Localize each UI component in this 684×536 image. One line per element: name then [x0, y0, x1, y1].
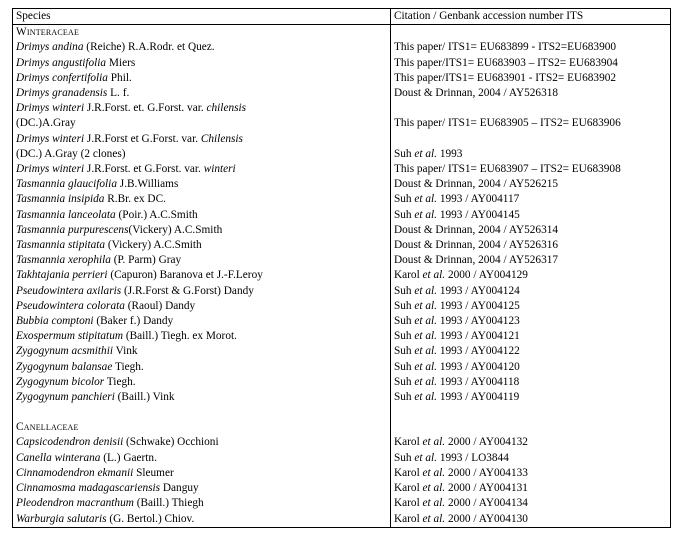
citation-cell [391, 25, 671, 41]
table-row [13, 56, 671, 71]
genus-name: Drimys [16, 71, 53, 84]
table-row [13, 481, 671, 496]
species-epithet: glaucifolia [68, 178, 117, 191]
citation-cell [391, 192, 671, 207]
species-cell [13, 253, 391, 268]
citation-cell [391, 390, 671, 405]
species-epithet: salutaris [66, 512, 107, 525]
citation-text: Doust & Drinnan, 2004 / AY526314 [394, 223, 559, 236]
genus-name: Zygogynum [16, 391, 72, 404]
authority-text: (Baker f.) Dandy [93, 315, 174, 328]
table-row [13, 375, 671, 390]
citation-cell [391, 466, 671, 481]
et-al-text: et al. [422, 466, 446, 479]
citation-text: Suh [394, 299, 415, 312]
citation-text: 1993 / LO3844 [437, 451, 509, 464]
citation-cell [391, 116, 671, 131]
species-epithet: bicolor [71, 375, 105, 388]
genus-name: Tasmannia [16, 223, 69, 236]
citation-cell [391, 435, 671, 450]
species-cell [13, 375, 391, 390]
species-cell [13, 208, 391, 223]
species-epithet: winteri [52, 163, 85, 176]
species-cell [13, 238, 391, 253]
citation-text: Karol [394, 482, 423, 495]
species-cell [13, 314, 391, 329]
citation-text: 1993 / AY004124 [437, 284, 520, 297]
citation-text: Suh [394, 391, 415, 404]
table-row [13, 71, 671, 86]
genus-name: Tasmannia [16, 208, 69, 221]
citation-text: Karol [394, 512, 423, 525]
genus-name: Tasmannia [16, 178, 69, 191]
citation-text: 1993 / AY004119 [437, 391, 520, 404]
species-epithet: panchieri [71, 391, 115, 404]
authority-text: Phil. [107, 71, 132, 84]
citation-cell [391, 56, 671, 71]
species-epithet: insipida [68, 193, 105, 206]
citation-cell [391, 329, 671, 344]
authority-text: (Vickery) A.C.Smith [128, 223, 223, 236]
citation-cell [391, 253, 671, 268]
species-epithet: perrieri [72, 269, 108, 282]
species-cell [13, 405, 391, 420]
citation-cell [391, 177, 671, 192]
citation-cell [391, 162, 671, 177]
et-al-text: et al. [414, 330, 437, 343]
species-cell [13, 25, 391, 41]
genus-name: Tasmannia [16, 193, 69, 206]
authority-text: Miers [106, 56, 136, 69]
species-cell [13, 451, 391, 466]
et-al-text: et al. [422, 482, 446, 495]
et-al-text: et al. [414, 299, 437, 312]
species-cell [13, 329, 391, 344]
authority-text: Tiegh. [112, 360, 144, 373]
citation-text: Doust & Drinnan, 2004 / AY526318 [394, 87, 559, 100]
citation-text: 2000 / AY004134 [445, 497, 528, 510]
family-name: Canellaceae [16, 421, 79, 434]
table-row [13, 192, 671, 207]
citation-cell [391, 451, 671, 466]
citation-text: Doust & Drinnan, 2004 / AY526215 [394, 178, 559, 191]
authority-text: Sleumer [133, 466, 174, 479]
species-cell [13, 56, 391, 71]
species-epithet: purpurescens [68, 223, 129, 236]
citation-text: Suh [394, 345, 415, 358]
et-al-text: et al. [414, 147, 437, 160]
citation-cell [391, 40, 671, 55]
genus-name: Capsicodendron [16, 436, 94, 449]
authority-text: (Reiche) R.A.Rodr. et Quez. [83, 41, 215, 54]
genus-name: Drimys [16, 132, 53, 145]
et-al-text: et al. [414, 193, 437, 206]
citation-text: This paper/ ITS1= EU683899 - ITS2=EU683900 [394, 41, 617, 54]
genus-name: Exospermum [16, 330, 78, 343]
table-row [13, 177, 671, 192]
authority-text: (Baill.) Tiegh. ex Morot. [123, 330, 237, 343]
genus-name: Pleodendron [16, 497, 77, 510]
authority-text: R.Br. ex DC. [104, 193, 166, 206]
citation-cell [391, 420, 671, 435]
table-row [13, 496, 671, 511]
species-cell [13, 162, 391, 177]
authority-text: Danguy [160, 482, 199, 495]
citation-cell [391, 314, 671, 329]
genus-name: Cinnamosma [16, 482, 79, 495]
citation-cell [391, 512, 671, 528]
et-al-text: et al. [414, 345, 437, 358]
table-row [13, 162, 671, 177]
citation-text: 1993 / AY004120 [437, 360, 520, 373]
citation-column-header: Citation / Genbank accession number ITS [391, 9, 671, 25]
citation-text: 1993 [437, 147, 463, 160]
authority-text: J.B.Williams [116, 178, 179, 191]
authority-text: (L.) Gaertn. [100, 451, 157, 464]
citation-text: Karol [394, 466, 423, 479]
table-header-row [13, 9, 671, 25]
authority-text: (Baill.) Thiegh [133, 497, 204, 510]
table-row [13, 360, 671, 375]
citation-cell [391, 496, 671, 511]
citation-text: Suh [394, 208, 415, 221]
table-row [13, 86, 671, 101]
citation-text: Suh [394, 375, 415, 388]
species-cell [13, 101, 391, 116]
genus-name: Pseudowintera [16, 299, 87, 312]
species-cell [13, 147, 391, 162]
authority-text: J.R.Forst. et. G.Forst. var. [84, 102, 207, 115]
citation-cell [391, 238, 671, 253]
citation-text: This paper/ ITS1= EU683907 – ITS2= EU683908 [394, 163, 621, 176]
family-row [13, 25, 671, 41]
genus-name: Takhtajania [16, 269, 73, 282]
table-row [13, 40, 671, 55]
species-cell [13, 40, 391, 55]
species-cell [13, 496, 391, 511]
family-row [13, 420, 671, 435]
species-cell [13, 284, 391, 299]
table-row [13, 253, 671, 268]
species-cell [13, 86, 391, 101]
table-row [13, 435, 671, 450]
citation-text: 1993 / AY004122 [437, 345, 520, 358]
et-al-text: et al. [414, 451, 437, 464]
species-cell [13, 360, 391, 375]
genus-name: Warburgia [16, 512, 67, 525]
citation-text: Suh [394, 315, 415, 328]
citation-cell [391, 481, 671, 496]
authority-text: (P. Parm) Gray [110, 254, 182, 267]
et-al-text: et al. [422, 497, 446, 510]
citation-text: 2000 / AY004130 [445, 512, 528, 525]
genus-name: Bubbia [16, 315, 52, 328]
table-row [13, 299, 671, 314]
citation-text: 1993 / AY004145 [437, 208, 520, 221]
genus-name: Zygogynum [16, 375, 72, 388]
genus-name: Cinnamodendron [16, 466, 98, 479]
species-cell [13, 116, 391, 131]
table-row [13, 268, 671, 283]
species-cell [13, 223, 391, 238]
citation-text: Karol [394, 497, 423, 510]
citation-text: 2000 / AY004133 [445, 466, 528, 479]
authority-text: Tiegh. [104, 375, 136, 388]
genus-name: Drimys [16, 41, 53, 54]
genus-name: Zygogynum [16, 360, 72, 373]
species-epithet: denisii [93, 436, 124, 449]
species-epithet: lanceolata [68, 208, 116, 221]
citation-cell [391, 360, 671, 375]
table-row [13, 344, 671, 359]
species-epithet: ekmanii [97, 466, 134, 479]
authority-text: J.R.Forst. et G.Forst. var. [84, 163, 204, 176]
species-cell [13, 268, 391, 283]
et-al-text: et al. [414, 284, 437, 297]
authority-text: J.R.Forst et G.Forst. var. [84, 132, 201, 145]
citation-cell [391, 147, 671, 162]
genus-name: Zygogynum [16, 345, 72, 358]
variety-name: chilensis [206, 102, 247, 115]
citation-cell [391, 375, 671, 390]
citation-text: Suh [394, 451, 415, 464]
table-row [13, 512, 671, 528]
species-epithet: winteri [52, 102, 85, 115]
species-cell [13, 390, 391, 405]
genus-name: Drimys [16, 163, 53, 176]
blank-row [13, 405, 671, 420]
species-epithet: winteri [52, 132, 85, 145]
species-cell [13, 420, 391, 435]
table-row [13, 132, 671, 147]
citation-text: 1993 / AY004117 [437, 193, 520, 206]
table-row [13, 466, 671, 481]
citation-cell [391, 284, 671, 299]
table-row [13, 208, 671, 223]
table-row [13, 314, 671, 329]
citation-cell [391, 405, 671, 420]
species-epithet: acsmithii [71, 345, 113, 358]
authority-text: (Vickery) A.C.Smith [105, 239, 202, 252]
citation-cell [391, 101, 671, 116]
species-column-header: Species [13, 9, 391, 25]
citation-text: Suh [394, 330, 415, 343]
authority-continuation: (DC.) A.Gray (2 clones) [16, 147, 126, 160]
authority-text: (Poir.) A.C.Smith [115, 208, 198, 221]
species-cell [13, 512, 391, 528]
genus-name: Drimys [16, 102, 53, 115]
table-row [13, 147, 671, 162]
citation-text: Karol [394, 436, 423, 449]
species-cell [13, 132, 391, 147]
citation-text: 2000 / AY004131 [445, 482, 528, 495]
species-epithet: winterana [54, 451, 101, 464]
authority-text: (Baill.) Vink [114, 391, 175, 404]
citation-text: Suh [394, 284, 415, 297]
citation-text: Suh [394, 193, 415, 206]
citation-text: 1993 / AY004121 [437, 330, 520, 343]
citation-text: This paper/ ITS1= EU683905 – ITS2= EU683906 [394, 117, 621, 130]
citation-text: Karol [394, 269, 423, 282]
table-row [13, 451, 671, 466]
authority-text: (G. Bertol.) Chiov. [106, 512, 195, 525]
genus-name: Tasmannia [16, 254, 69, 267]
citation-text: Suh [394, 360, 415, 373]
authority-text: (J.R.Forst & G.Forst) Dandy [121, 284, 254, 297]
citation-text: 1993 / AY004125 [437, 299, 520, 312]
authority-text: Vink [112, 345, 138, 358]
citation-cell [391, 299, 671, 314]
citation-text: 2000 / AY004132 [445, 436, 528, 449]
species-cell [13, 177, 391, 192]
table-row [13, 329, 671, 344]
et-al-text: et al. [414, 315, 437, 328]
species-epithet: balansae [71, 360, 113, 373]
et-al-text: et al. [422, 512, 446, 525]
species-epithet: granadensis [52, 87, 108, 100]
species-cell [13, 344, 391, 359]
table-body [13, 25, 671, 528]
citation-cell [391, 86, 671, 101]
genus-name: Tasmannia [16, 239, 69, 252]
species-epithet: angustifolia [52, 56, 107, 69]
citation-text: This paper/ITS1= EU683901 - ITS2= EU683902 [394, 71, 617, 84]
citation-cell [391, 268, 671, 283]
species-cell [13, 435, 391, 450]
authority-text: (Capuron) Baranova et J.-F.Leroy [107, 269, 263, 282]
species-cell [13, 299, 391, 314]
et-al-text: et al. [414, 391, 437, 404]
species-epithet: xerophila [68, 254, 111, 267]
authority-text: (Schwake) Occhioni [123, 436, 219, 449]
citation-cell [391, 208, 671, 223]
authority-text: (Raoul) Dandy [124, 299, 196, 312]
et-al-text: et al. [414, 360, 437, 373]
genus-name: Pseudowintera [16, 284, 87, 297]
authority-text: L. f. [107, 87, 130, 100]
table-row [13, 101, 671, 116]
table-row [13, 390, 671, 405]
et-al-text: et al. [422, 269, 446, 282]
species-citation-table [12, 8, 671, 528]
et-al-text: et al. [414, 375, 437, 388]
citation-text: 2000 / AY004129 [445, 269, 528, 282]
genus-name: Drimys [16, 56, 53, 69]
citation-cell [391, 344, 671, 359]
species-epithet: stipitata [68, 239, 106, 252]
species-cell [13, 466, 391, 481]
species-epithet: colorata [86, 299, 125, 312]
citation-text: Doust & Drinnan, 2004 / AY526316 [394, 239, 559, 252]
variety-name: winteri [203, 163, 236, 176]
species-epithet: stipitatum [77, 330, 124, 343]
genus-name: Canella [16, 451, 55, 464]
citation-text: This paper/ITS1= EU683903 – ITS2= EU683904 [394, 56, 618, 69]
citation-text: Doust & Drinnan, 2004 / AY526317 [394, 254, 559, 267]
table-row [13, 238, 671, 253]
species-cell [13, 71, 391, 86]
table-row [13, 116, 671, 131]
authority-continuation: (DC.)A.Gray [16, 117, 76, 130]
species-epithet: confertifolia [52, 71, 108, 84]
table-row [13, 284, 671, 299]
species-cell [13, 481, 391, 496]
et-al-text: et al. [422, 436, 446, 449]
species-epithet: andina [52, 41, 84, 54]
et-al-text: et al. [414, 208, 437, 221]
table-row [13, 223, 671, 238]
family-name: Winteraceae [16, 26, 80, 39]
citation-text: 1993 / AY004123 [437, 315, 520, 328]
citation-text: 1993 / AY004118 [437, 375, 520, 388]
variety-name: Chilensis [200, 132, 243, 145]
genus-name: Drimys [16, 87, 53, 100]
species-epithet: macranthum [76, 497, 134, 510]
citation-cell [391, 223, 671, 238]
species-epithet: comptoni [51, 315, 94, 328]
species-cell [13, 192, 391, 207]
species-epithet: axilaris [86, 284, 122, 297]
species-epithet: madagascariensis [78, 482, 161, 495]
citation-cell [391, 71, 671, 86]
citation-text: Suh [394, 147, 415, 160]
citation-cell [391, 132, 671, 147]
